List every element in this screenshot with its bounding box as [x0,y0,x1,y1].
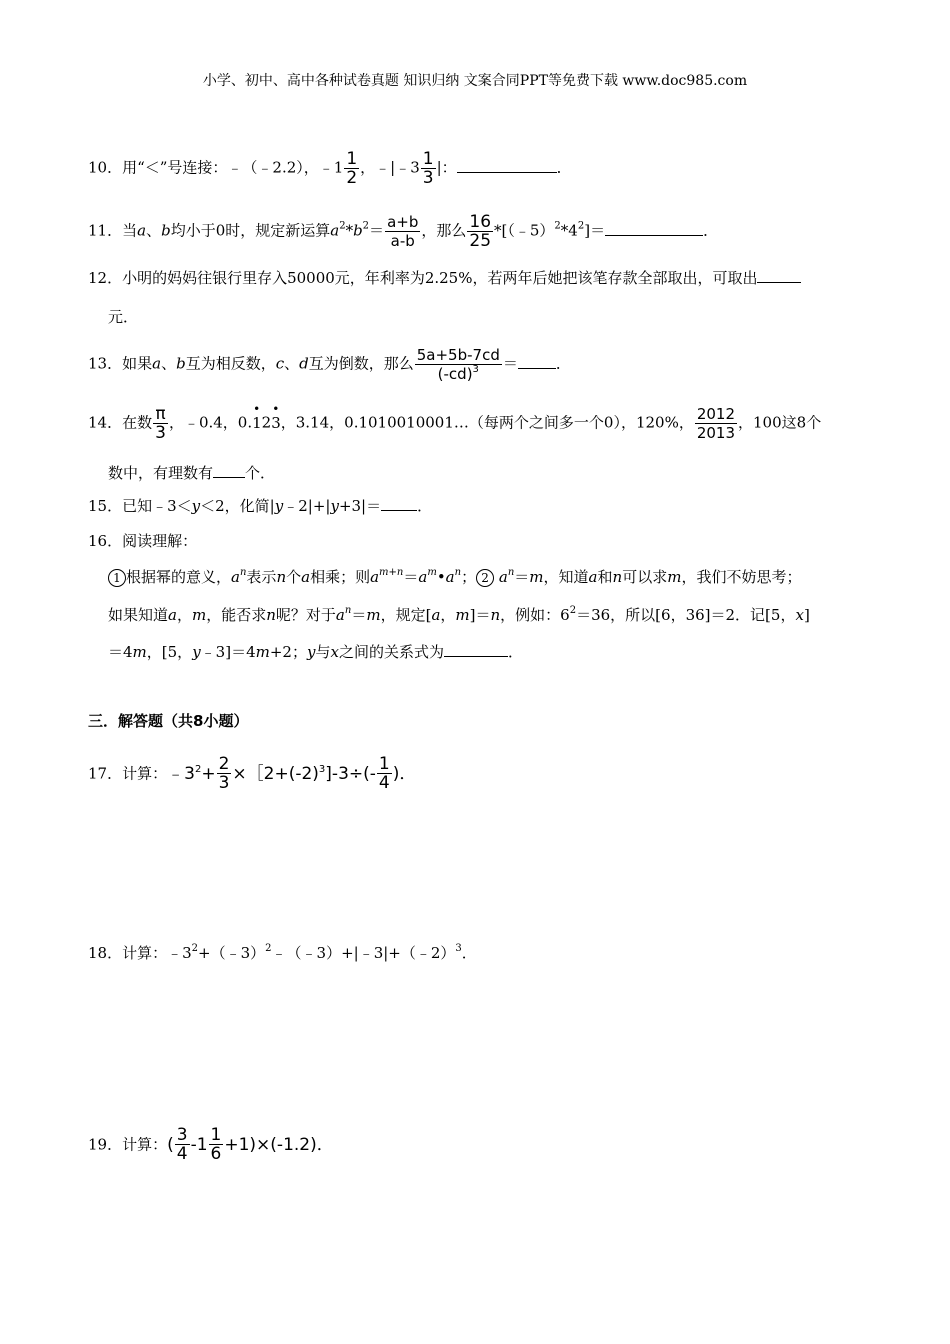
variable: b [353,221,363,240]
question-13 [88,346,571,383]
expr-part: ． [461,944,477,962]
variable: m [455,606,470,624]
fraction-numerator: 5a+5b-7cd [416,346,500,364]
text: ，知道 [543,568,589,586]
answer-blank[interactable] [381,496,417,511]
text: 可以求 [622,568,668,586]
question-text: 个． [245,464,276,482]
fraction [217,755,232,792]
text: 根据幂的意义， [126,568,232,586]
fraction [344,150,359,187]
question-text: ． [556,158,572,177]
variable: m [132,643,147,661]
question-text: 、 [284,354,300,373]
question-text: 元． [108,308,139,326]
expr-part: )． [392,763,417,784]
repeating-digit: • 1 [252,413,262,433]
question-number: 16． [88,532,123,550]
expr-part: ﹣3 [167,944,192,962]
question-text: 当 [122,221,138,240]
fraction-numerator: 3 [176,1125,188,1145]
text: 和 [597,568,613,586]
exponent: n [507,567,515,578]
exponent: n [454,567,462,578]
variable: y [274,497,284,515]
question-text: |： [436,158,457,177]
question-text: ＝ [502,354,518,373]
variable: y [306,643,316,661]
variable: n [490,606,501,624]
fraction [695,405,737,442]
section-title: 三．解答题（共8小题） [88,712,249,730]
question-15 [88,496,432,516]
text: ＝ [351,606,367,624]
variable: a [137,221,147,240]
question-16 [88,531,197,551]
text: ＝4 [108,643,133,661]
fraction-numerator: a+b [387,213,419,231]
question-11 [88,213,718,250]
text: ，我们不妨思考； [681,568,802,586]
variable: a [418,568,428,586]
question-14 [88,405,821,442]
text: +2； [269,643,307,661]
answer-blank[interactable] [213,463,245,478]
fraction-denominator: 6 [210,1144,222,1164]
exponent: 3 [455,943,462,954]
text: ， [176,606,192,624]
question-number: 15． [88,497,123,515]
exponent: 2 [554,220,561,232]
exponent: 2 [339,220,346,232]
question-text: 已知﹣3＜ [122,497,192,515]
text: 表示 [246,568,277,586]
variable: x [330,643,339,661]
fraction [415,346,502,383]
fraction-denominator: 3 [218,773,230,793]
text: 如果知道 [108,606,169,624]
question-text: 均小于0时，规定新运算 [170,221,331,240]
circled-number: 1 [108,569,126,587]
fraction-numerator: 2012 [696,405,736,423]
text: ＝36，所以[6，36]＝2．记[5， [576,606,796,624]
text: • [436,568,446,586]
text: ， [440,606,456,624]
question-text: 互为倒数，那么 [308,354,414,373]
question-text: ＜2，化简| [200,497,275,515]
question-10 [88,150,572,187]
fraction-denominator: 4 [176,1144,188,1164]
question-text: 小明的妈妈往银行里存入50000元，年利率为2.25%，若两年后她把该笔存款全部取出，可取出 [122,269,758,287]
variable: y [191,497,201,515]
variable: x [795,606,804,624]
question-number: 10． [88,158,123,177]
answer-blank[interactable] [518,354,556,369]
expr-part: ]-3÷(- [325,763,376,784]
exponent: 2 [569,605,577,616]
text: 个 [286,568,302,586]
question-number: 13． [88,354,123,373]
question-number: 14． [88,413,123,432]
question-text: ． [555,354,571,373]
variable: y [192,643,201,661]
question-label: 计算： [122,764,168,783]
text: 与 [315,643,331,661]
exponent: 2 [577,220,585,232]
variable: a [431,606,441,624]
variable: m [529,568,544,586]
fraction [175,1126,190,1163]
repeating-digit: • 3 [271,413,281,433]
variable: b [161,221,171,240]
variable: a [330,221,340,240]
variable: c [275,354,285,373]
variable: m [255,643,270,661]
fraction-denominator: 25 [469,231,492,251]
expr-part: +1)×(-1.2)． [224,1134,334,1155]
question-text: 如果 [122,354,153,373]
variable: m [191,606,207,624]
variable: a [445,568,455,586]
exponent: 3 [472,364,479,375]
fraction [421,150,436,187]
question-text: * [345,221,354,240]
question-text: ，3.14，0.1010010001…（每两个之间多一个0），120%， [280,413,694,432]
question-text: ． [703,221,719,240]
question-text: 、 [146,221,162,240]
fraction-numerator: 1 [346,149,358,169]
fraction [467,213,493,250]
variable: a [168,606,177,624]
answer-blank[interactable] [457,158,557,173]
question-text: 、 [161,354,177,373]
question-16-line-1 [108,566,801,587]
expr-part: ( [167,1134,174,1155]
fraction-denominator: a-b [390,232,415,250]
text: ﹣3]＝4 [200,643,256,661]
fraction-numerator: 1 [210,1125,222,1145]
question-text: *4 [560,221,578,240]
question-number: 11． [88,221,123,240]
text: 呢？对于 [275,606,336,624]
exponent: 2 [362,220,370,232]
answer-blank[interactable] [605,221,703,236]
variable: a [370,568,380,586]
question-text: ，﹣0.4，0. [168,413,253,432]
expr-part: + [201,763,216,784]
fraction-numerator: 1 [422,149,434,169]
text: ＝ [514,568,530,586]
question-17 [88,755,416,792]
text: ＝ [403,568,419,586]
variable: m [667,568,682,586]
expr-part: ﹣（﹣3）+|﹣3|+（﹣2） [271,944,456,962]
question-text: 用“＜”号连接：﹣（﹣2.2），﹣1 [122,158,344,177]
expr-part: +（﹣3） [198,944,266,962]
text: 之间的关系式为 [338,643,444,661]
variable: a [498,568,508,586]
variable: d [299,354,309,373]
question-text: 数中，有理数有 [108,464,214,482]
expression [167,754,417,793]
exponent: m [427,567,437,578]
fraction-numerator: 1 [378,754,390,774]
question-number: 17． [88,764,123,783]
text: ； [461,568,477,586]
fraction-denominator: 2013 [696,424,736,442]
fraction [209,1126,224,1163]
exponent: 2 [265,943,272,954]
page-header: 小学、初中、高中各种试卷真题 知识归纳 文案合同PPT等免费下载 www.doc985.com [202,73,748,89]
variable: a [301,568,311,586]
fraction-denominator [436,365,481,383]
exponent: n [344,605,352,616]
denominator-base: (-cd) [437,365,473,383]
question-text: ﹣2|+| [283,497,331,515]
question-number: 12． [88,269,123,287]
question-14-continuation [108,462,275,483]
answer-blank[interactable] [444,642,508,657]
question-number: 18． [88,944,123,962]
variable: y [330,497,339,515]
expr-part: ×［2+(-2) [232,763,319,784]
answer-blank[interactable] [757,268,801,283]
fraction-numerator: 2 [218,754,230,774]
variable: a [335,606,345,624]
fraction-denominator: 4 [378,773,390,793]
exponent: 2 [194,763,202,775]
variable: m [366,606,381,624]
variable: a [152,354,162,373]
fraction-denominator: 2 [346,168,358,188]
text: ，例如：6 [500,606,570,624]
variable: a [588,568,598,586]
expr-part: -1 [190,1134,208,1155]
question-12-continuation [108,306,138,327]
question-number: 19． [88,1135,123,1154]
expression [167,1125,334,1164]
text: ，[5， [146,643,193,661]
exponent: 2 [191,943,199,954]
fraction [377,755,392,792]
fraction [385,213,420,250]
question-title: 阅读理解： [122,532,198,550]
question-text: ＝ [369,221,385,240]
circled-number: 2 [476,569,494,587]
text: ，能否求 [206,606,267,624]
fraction-denominator: 3 [155,423,166,443]
question-label: 计算： [122,944,168,962]
question-19 [88,1126,334,1163]
fraction-numerator: 16 [469,212,492,232]
variable: n [266,606,276,624]
exponent: m+n [379,567,404,578]
question-text: ，那么 [421,221,467,240]
question-label: 计算： [122,1135,168,1154]
text: ] [803,606,810,624]
fraction-numerator: π [155,404,166,424]
question-text: ]＝ [584,221,606,240]
variable: b [176,354,186,373]
question-16-line-3 [108,641,523,662]
variable: n [612,568,623,586]
variable: n [276,568,287,586]
question-text: 在数 [122,413,153,432]
expr-part: ﹣3 [167,763,195,784]
digit: 2 [261,413,272,432]
question-text: ，﹣|﹣3 [360,158,420,177]
fraction [153,405,168,442]
question-text: 互为相反数， [185,354,276,373]
text: ． [507,643,523,661]
question-text: *[（﹣5） [494,221,555,240]
exponent: n [239,567,247,578]
text: 相乘；则 [310,568,371,586]
question-18 [88,943,477,963]
question-12 [88,268,801,288]
fraction-denominator: 3 [422,168,434,188]
variable: a [231,568,240,586]
question-text: ． [417,497,433,515]
text: ]＝ [469,606,491,624]
question-text: +3|＝ [338,497,382,515]
exponent: 3 [318,763,326,775]
question-text: ，100这8个 [738,413,822,432]
question-16-line-2 [108,604,810,625]
text: ，规定[ [380,606,432,624]
